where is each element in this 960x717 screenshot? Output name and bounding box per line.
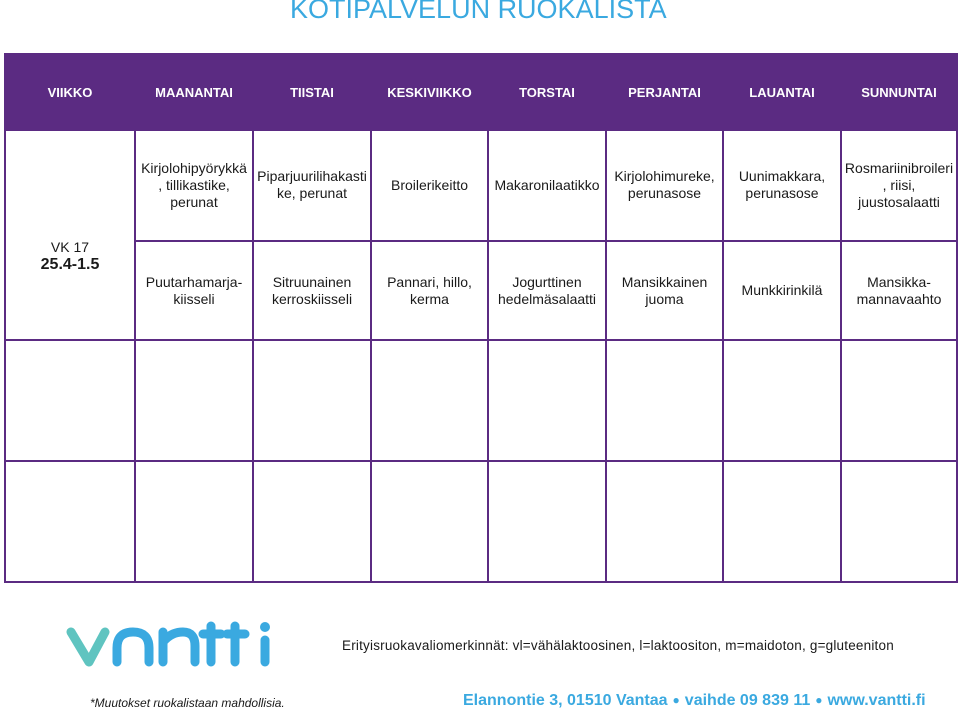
main-course-friday <box>606 130 723 241</box>
dessert-text: Jogurttinen hedelmäsalaatti <box>497 273 597 307</box>
column-header-saturday: LAUANTAI <box>723 54 841 130</box>
empty-cell <box>253 340 371 461</box>
main-course-tuesday <box>253 130 371 241</box>
main-course-text: Rosmariinibroileri , riisi, juustosalaatti <box>844 159 954 210</box>
empty-cell <box>841 340 957 461</box>
dessert-text: Pannari, hillo, kerma <box>387 273 472 307</box>
dessert-monday <box>135 241 253 341</box>
column-header-week: VIIKKO <box>5 54 135 130</box>
main-course-thursday <box>488 130 606 241</box>
dessert-saturday <box>723 241 841 341</box>
main-course-monday <box>135 130 253 241</box>
dessert-text: Mansikkainen juoma <box>621 273 708 307</box>
empty-cell <box>841 461 957 582</box>
dessert-text: Puutarhamarja- kiisseli <box>145 273 243 307</box>
column-header-sunday: SUNNUNTAI <box>841 54 957 130</box>
empty-cell <box>135 340 253 461</box>
contact-web-link[interactable]: www.vantti.fi <box>827 692 926 709</box>
empty-cell <box>253 461 371 582</box>
main-course-text: Kirjolohipyörykkä , tillikastike, perunat <box>141 159 247 210</box>
menu-table <box>4 53 958 583</box>
contact-info <box>463 692 926 710</box>
main-course-saturday <box>723 130 841 241</box>
empty-cell <box>723 461 841 582</box>
empty-row <box>5 340 957 461</box>
main-course-wednesday <box>371 130 488 241</box>
week-number: VK 17 <box>50 239 90 256</box>
empty-row <box>5 461 957 582</box>
main-course-text: Kirjolohimureke, perunasose <box>614 168 715 202</box>
bullet-icon: ● <box>815 693 823 707</box>
main-course-sunday <box>841 130 957 241</box>
empty-cell <box>371 340 488 461</box>
dessert-wednesday <box>371 241 488 341</box>
dessert-text: Sitruunainen kerroskiisseli <box>271 273 353 307</box>
header-row <box>5 54 957 130</box>
empty-cell <box>371 461 488 582</box>
dessert-thursday <box>488 241 606 341</box>
vantti-logo <box>65 618 280 674</box>
change-notice: *Muutokset ruokalistaan mahdollisia. <box>90 696 285 710</box>
diet-legend: Erityisruokavaliomerkinnät: vl=vähälaktoosinen, l=laktoositon, m=maidoton, g=gluteeniton <box>342 638 894 653</box>
column-header-monday: MAANANTAI <box>135 54 253 130</box>
dessert-row <box>5 241 957 341</box>
empty-cell <box>606 461 723 582</box>
dessert-tuesday <box>253 241 371 341</box>
dessert-text: Mansikka- mannavaahto <box>856 273 942 307</box>
page-title: KOTIPALVELUN RUOKALISTA <box>290 0 667 24</box>
main-course-row <box>5 130 957 241</box>
week-cell <box>5 130 135 340</box>
empty-cell <box>723 340 841 461</box>
column-header-friday: PERJANTAI <box>606 54 723 130</box>
column-header-thursday: TORSTAI <box>488 54 606 130</box>
dessert-friday <box>606 241 723 341</box>
main-course-text: Makaronilaatikko <box>494 176 600 193</box>
empty-cell <box>488 461 606 582</box>
week-dates: 25.4-1.5 <box>40 256 100 274</box>
column-header-tuesday: TIISTAI <box>253 54 371 130</box>
empty-cell <box>135 461 253 582</box>
bullet-icon: ● <box>672 693 680 707</box>
main-course-text: Broilerikeitto <box>390 176 469 193</box>
dessert-text: Munkkirinkilä <box>741 282 823 299</box>
empty-cell <box>488 340 606 461</box>
dessert-sunday <box>841 241 957 341</box>
column-header-wednesday: KESKIVIIKKO <box>371 54 488 130</box>
contact-address: Elannontie 3, 01510 Vantaa <box>463 692 668 709</box>
main-course-text: Uunimakkara, perunasose <box>738 168 826 202</box>
empty-cell <box>5 340 135 461</box>
main-course-text: Piparjuurilihakasti ke, perunat <box>257 168 367 202</box>
empty-cell <box>5 461 135 582</box>
empty-cell <box>606 340 723 461</box>
contact-phone: vaihde 09 839 11 <box>684 692 811 709</box>
